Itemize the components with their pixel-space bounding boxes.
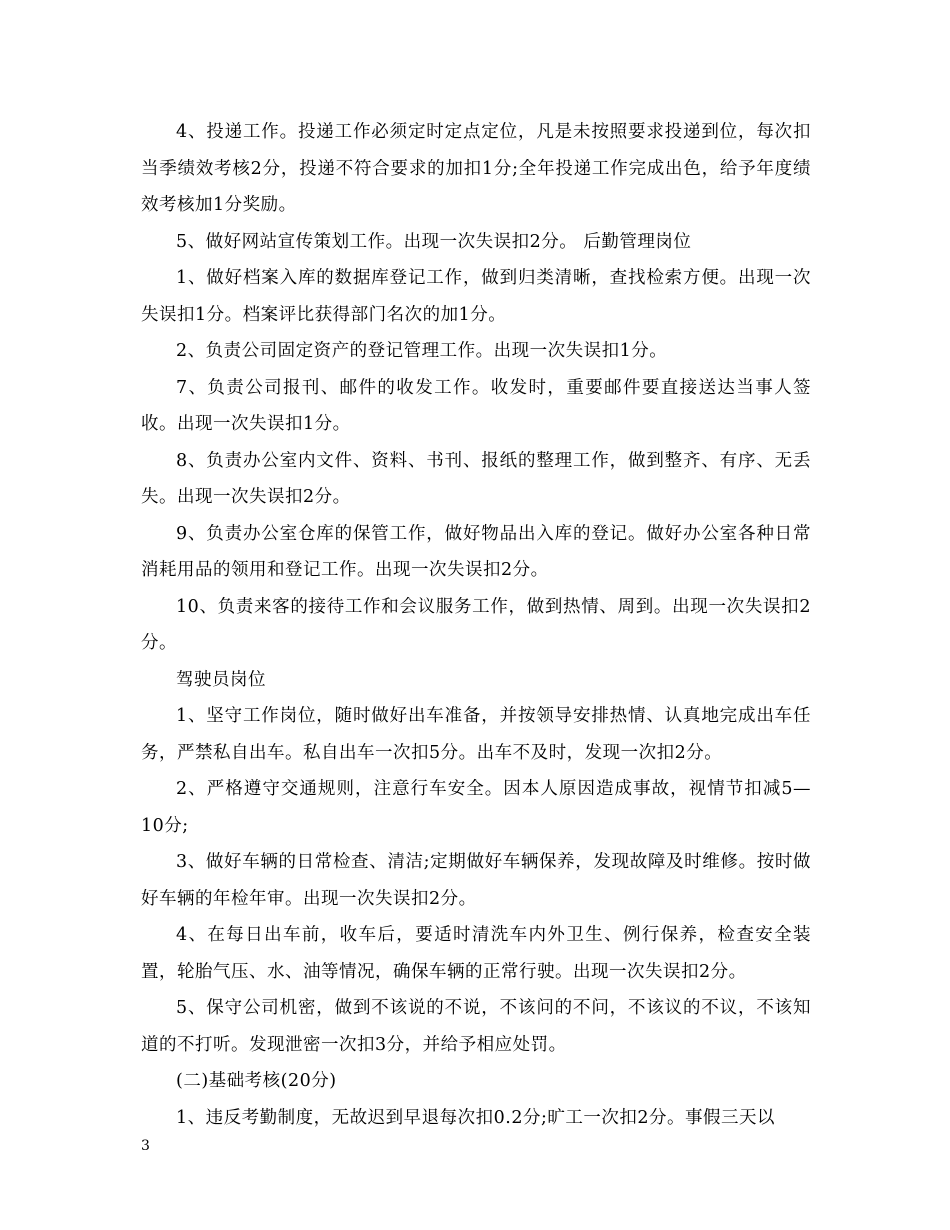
paragraph: 5、做好网站宣传策划工作。出现一次失误扣2分。 后勤管理岗位 (176, 231, 692, 252)
paragraph: 1、做好档案入库的数据库登记工作，做到归类清晰，查找检索方便。出现一次失误扣1分。档案评比获得部门名次的加1分。 (141, 268, 811, 325)
page-number: 3 (141, 1138, 150, 1154)
paragraph: 1、坚守工作岗位，随时做好出车准备，并按领导安排热情、认真地完成出车任务，严禁私自出车。私自出车一次扣5分。出车不及时，发现一次扣2分。 (141, 706, 811, 763)
paragraph: 10、负责来客的接待工作和会议服务工作，做到热情、周到。出现一次失误扣2分。 (141, 596, 811, 653)
paragraph: 9、负责办公室仓库的保管工作，做好物品出入库的登记。做好办公室各种日常消耗用品的领用和登记工作。出现一次失误扣2分。 (141, 523, 811, 580)
paragraph: 3、做好车辆的日常检查、清洁;定期做好车辆保养，发现故障及时维修。按时做好车辆的年检年审。出现一次失误扣2分。 (141, 852, 811, 909)
paragraph: 4、在每日出车前，收车后，要适时清洗车内外卫生、例行保养，检查安全装置，轮胎气压、水、油等情况，确保车辆的正常行驶。出现一次失误扣2分。 (141, 925, 811, 982)
paragraph: 1、违反考勤制度，无故迟到早退每次扣0.2分;旷工一次扣2分。事假三天以 (176, 1107, 775, 1128)
paragraph: 2、严格遵守交通规则，注意行车安全。因本人原因造成事故，视情节扣减5—10分; (141, 779, 811, 836)
document-body (141, 114, 811, 1136)
paragraph: 7、负责公司报刊、邮件的收发工作。收发时，重要邮件要直接送达当事人签收。出现一次失误扣1分。 (141, 377, 811, 434)
section-heading-driver: 驾驶员岗位 (176, 669, 266, 690)
paragraph: 2、负责公司固定资产的登记管理工作。出现一次失误扣1分。 (176, 341, 668, 361)
section-heading-basic-assessment: (二)基础考核(20分) (176, 1071, 337, 1091)
paragraph: 5、保守公司机密，做到不该说的不说，不该问的不问，不该议的不议，不该知道的不打听。发现泄密一次扣3分，并给予相应处罚。 (141, 998, 811, 1055)
paragraph: 8、负责办公室内文件、资料、书刊、报纸的整理工作，做到整齐、有序、无丢失。出现一次失误扣2分。 (141, 450, 811, 507)
paragraph: 4、投递工作。投递工作必须定时定点定位，凡是未按照要求投递到位，每次扣当季绩效考核2分，投递不符合要求的加扣1分;全年投递工作完成出色，给予年度绩效考核加1分奖励。 (141, 122, 811, 215)
